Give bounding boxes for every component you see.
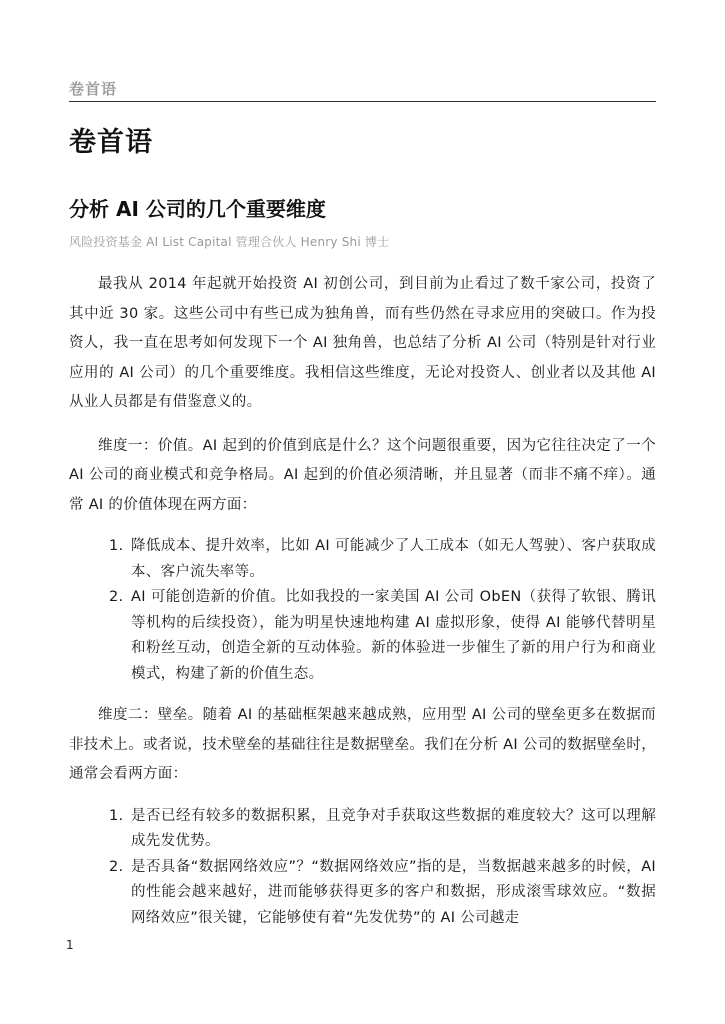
list-item-number: 2.: [109, 858, 124, 875]
author-byline: 风险投资基金 AI List Capital 管理合伙人 Henry Shi 博士: [69, 235, 390, 249]
article-body: [69, 270, 656, 945]
list-item-text: 降低成本、提升效率，比如 AI 可能减少了人工成本（如无人驾驶）、客户获取成本、客户流失率等。: [131, 538, 656, 580]
running-header: 卷首语: [69, 80, 118, 98]
list-item-number: 1.: [109, 538, 124, 554]
list-item-text: AI 可能创造新的价值。比如我投的一家美国 AI 公司 ObEN（获得了软银、腾讯等机构的后续投资），能为明星快速地构建 AI 虚拟形象，使得 AI 能够代替明星和粉丝互动，创造全新的互动体验。新的体验进一步催生了新的用户行为和商业模式，构建了新的价值生态。: [131, 589, 656, 682]
chapter-title: 卷首语: [69, 127, 153, 158]
list-item: [69, 855, 656, 932]
list-item-number: 1.: [109, 807, 124, 824]
paragraph-intro: 最我从 2014 年起就开始投资 AI 初创公司，到目前为止看过了数千家公司，投资了其中近 30 家。这些公司中有些已成为独角兽，而有些仍然在寻求应用的突破口。作为投资人，我一直在思考如何发现下一个 AI 独角兽，也总结了分析 AI 公司（特别是针对行业应用的 AI 公司）的几个重要维度。我相信这些维度，无论对投资人、创业者以及其他 AI 从业人员都是有借鉴意义的。: [69, 276, 656, 410]
list-item: [69, 804, 656, 855]
header-rule: [69, 101, 656, 102]
barrier-list: [69, 804, 656, 932]
list-item: [69, 585, 656, 687]
list-item-text: 是否具备“数据网络效应”？“数据网络效应”指的是，当数据越来越多的时候，AI 的性能会越来越好，进而能够获得更多的客户和数据，形成滚雪球效应。“数据网络效应”很关键，它能够使有着“先发优势”的 AI 公司越走: [131, 858, 656, 926]
page-number: 1: [66, 938, 74, 952]
paragraph-dimension-one: 维度一：价值。AI 起到的价值到底是什么？这个问题很重要，因为它往往决定了一个 AI 公司的商业模式和竞争格局。AI 起到的价值必须清晰，并且显著（而非不痛不痒）。通常 AI 的价值体现在两方面：: [69, 437, 656, 513]
list-item-number: 2.: [109, 589, 124, 605]
section-title: 分析 AI 公司的几个重要维度: [69, 197, 326, 221]
list-item: [69, 534, 656, 585]
list-item-text: 是否已经有较多的数据积累，且竞争对手获取这些数据的难度较大？这可以理解成先发优势。: [131, 807, 656, 849]
paragraph-dimension-two: 维度二：壁垒。随着 AI 的基础框架越来越成熟，应用型 AI 公司的壁垒更多在数据而非技术上。或者说，技术壁垒的基础往往是数据壁垒。我们在分析 AI 公司的数据壁垒时，通常会看两方面：: [69, 707, 657, 782]
value-list: [69, 534, 656, 687]
